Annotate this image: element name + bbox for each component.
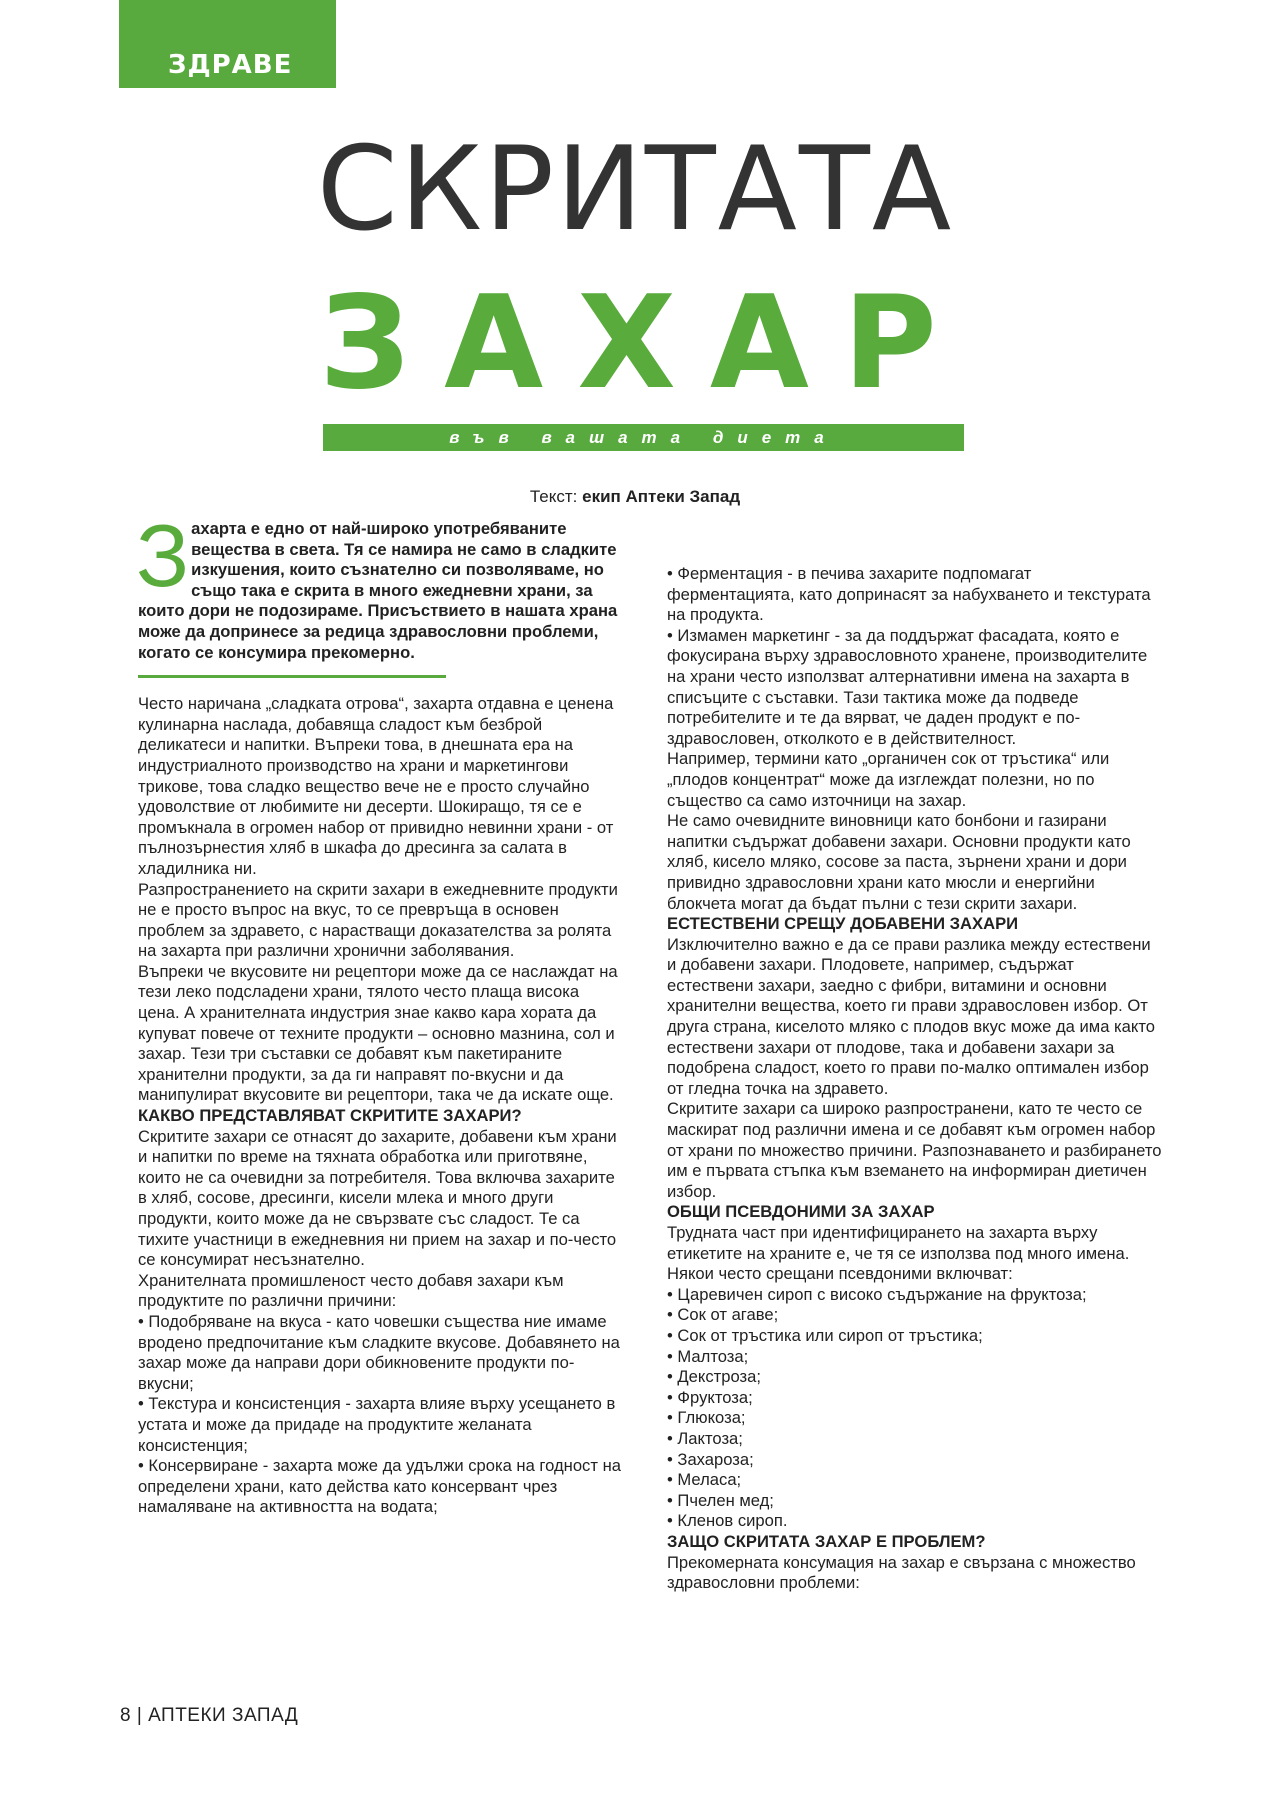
alias-item: • Меласа; bbox=[667, 1470, 742, 1490]
body-paragraph: Например, термини като „органичен сок от тръстика“ или „плодов концентрат“ може да изглеждат полезни, но по същество са само източници на захар. bbox=[667, 749, 1110, 810]
drop-cap: З bbox=[136, 506, 190, 605]
alias-item: • Захароза; bbox=[667, 1449, 754, 1469]
body-paragraph: Скритите захари са широко разпространени, като те често се маскират под различни имена и се добавят към огромен набор от храни по множество причини. Разпознаването и разбирането им е първата стъпка към вземането на информиран диетичен избор. bbox=[667, 1099, 1162, 1201]
body-paragraph: Разпространението на скрити захари в ежедневните продукти не е просто въпрос на вкус, то се превръща в основен проблем за здравето, с нарастващи доказателства за ролята на захарта при различни хронични заболявания. bbox=[138, 879, 618, 961]
body-paragraph: Хранителната промишленост често добавя захари към продуктите по различни причини: bbox=[138, 1270, 564, 1311]
lead-paragraph bbox=[136, 506, 623, 663]
alias-item: • Малтоза; bbox=[667, 1346, 749, 1366]
page-number: 8 bbox=[120, 1705, 132, 1726]
byline bbox=[0, 487, 1270, 507]
byline-author: екип Аптеки Запад bbox=[582, 487, 741, 506]
subtitle-bar bbox=[323, 424, 964, 451]
alias-item: • Глюкоза; bbox=[667, 1408, 746, 1428]
body-paragraph: Прекомерната консумация на захар е свързана с множество здравословни проблеми: bbox=[667, 1552, 1136, 1593]
magazine-name: АПТЕКИ ЗАПАД bbox=[148, 1705, 299, 1726]
body-paragraph: Не само очевидните виновници като бонбони и газирани напитки съдържат добавени захари. Основни продукти като хляб, кисело мляко, сосове за паста, зърнени храни и дори привидно здравословни храни като мюсли и енергийни блокчета могат да бъдат пълни с тези скрити захари. bbox=[667, 811, 1131, 913]
page-footer bbox=[120, 1705, 298, 1727]
reason-item: • Текстура и консистенция - захарта влияе върху усещането в устата и може да придаде на продуктите желаната консистенция; bbox=[138, 1394, 616, 1455]
reason-item: • Ферментация - в печива захарите подпомагат ферментацията, като допринасят за набухването и текстурата на продукта. bbox=[667, 564, 1151, 625]
alias-item: • Пчелен мед; bbox=[667, 1490, 774, 1510]
alias-item: • Декстроза; bbox=[667, 1367, 761, 1387]
reason-item: • Подобряване на вкуса - като човешки същества ние имаме вродено предпочитание към сладките вкусове. Добавянето на захар може да направи дори обикновените продукти по-вкусни; bbox=[138, 1311, 620, 1393]
heading-hidden-sugars: КАКВО ПРЕДСТАВЛЯВАТ СКРИТИТЕ ЗАХАРИ? bbox=[138, 1106, 522, 1126]
heading-why-problem: ЗАЩО СКРИТАТА ЗАХАР Е ПРОБЛЕМ? bbox=[667, 1531, 986, 1551]
section-tab bbox=[119, 0, 336, 88]
lead-divider bbox=[138, 675, 446, 678]
left-column bbox=[136, 506, 623, 1518]
alias-item: • Фруктоза; bbox=[667, 1387, 753, 1407]
section-label: ЗДРАВЕ bbox=[168, 50, 293, 80]
lead-text: ахарта е едно от най-широко употребяваните вещества в света. Тя се намира не само в сладките изкушения, които съзнателно си позволяваме, но също така е скрита в много ежедневни храни, за които дори не подозираме. Присъствието в нашата храна може да допринесе за редица здравословни проблеми, когато се консумира прекомерно. bbox=[138, 519, 618, 662]
byline-prefix: Текст: bbox=[529, 487, 583, 506]
alias-item: • Сок от агаве; bbox=[667, 1305, 779, 1325]
alias-item: • Царевичен сироп с високо съдържание на фруктоза; bbox=[667, 1284, 1087, 1304]
alias-item: • Кленов сироп. bbox=[667, 1511, 788, 1531]
footer-separator: | bbox=[136, 1705, 143, 1726]
body-paragraph: Скритите захари се отнасят до захарите, добавени към храни и напитки по време на тяхната обработка или приготвяне, които не са очевидни за потребителя. Това включва захарите в хляб, сосове, дресинги, кисели млека и много други продукти, които може да не свързвате със сладост. Те са тихите участници в ежедневния ни прием на захар и по-често се консумират несъзнателно. bbox=[138, 1126, 617, 1270]
title-line-1: СКРИТАТА bbox=[316, 122, 954, 257]
right-column bbox=[667, 564, 1163, 1594]
title-line-2: ЗАХАР bbox=[319, 269, 971, 418]
body-paragraph: Въпреки че вкусовите ни рецептори може да се наслаждат на тези леко подсладени храни, тялото често плаща висока цена. А хранителната индустрия знае какво кара хората да купуват повече от техните продукти – основно мазнина, сол и захар. Тези три съставки се добавят към пакетираните хранителни продукти, за да ги направят по-вкусни и да манипулират вкусовите ви рецептори, така че да искате още. bbox=[138, 961, 618, 1105]
body-paragraph: Трудната част при идентифицирането на захарта върху етикетите на храните е, че тя се използва под много имена. Някои често срещани псевдоними включват: bbox=[667, 1223, 1130, 1284]
alias-item: • Лактоза; bbox=[667, 1428, 743, 1448]
body-paragraph: Изключително важно е да се прави разлика между естествени и добавени захари. Плодовете, например, съдържат естествени захари, заедно с фибри, витамини и основни хранителни вещества, което ги прави здравословен избор. От друга страна, киселото мляко с плодов вкус може да има както естествени захари от плодове, така и добавени захари за подобрена сладост, което го прави по-малко оптимален избор от гледна точка на здравето. bbox=[667, 934, 1155, 1098]
reason-item: • Консервиране - захарта може да удължи срока на годност на определени храни, като действа като консервант чрез намаляване на активността на водата; bbox=[138, 1456, 621, 1517]
alias-item: • Сок от тръстика или сироп от тръстика; bbox=[667, 1325, 983, 1345]
heading-natural-vs-added: ЕСТЕСТВЕНИ СРЕЩУ ДОБАВЕНИ ЗАХАРИ bbox=[667, 914, 1019, 934]
reason-item: • Измамен маркетинг - за да поддържат фасадата, която е фокусирана върху здравословното хранене, производителите на храни често използват алтернативни имена на захарта в списъците с съставки. Тази тактика може да подведе потребителите и те да вярват, че даден продукт е по-здравословен, отколкото е в действителност. bbox=[667, 625, 1148, 748]
subtitle: във вашата диета bbox=[449, 428, 838, 447]
heading-sugar-aliases: ОБЩИ ПСЕВДОНИМИ ЗА ЗАХАР bbox=[667, 1202, 935, 1222]
body-paragraph: Често наричана „сладката отрова“, захарта отдавна е ценена кулинарна наслада, добавяща сладост към безброй деликатеси и напитки. Въпреки това, в днешната ера на индустриалното производство на храни и маркетингови трикове, това сладко вещество вече не е просто случайно удоволствие от любимите ни десерти. Шокиращо, тя се е промъкнала в огромен набор от привидно невинни храни - от пълнозърнестия хляб в шкафа до дресинга за салата в хладилника ни. bbox=[138, 694, 614, 878]
